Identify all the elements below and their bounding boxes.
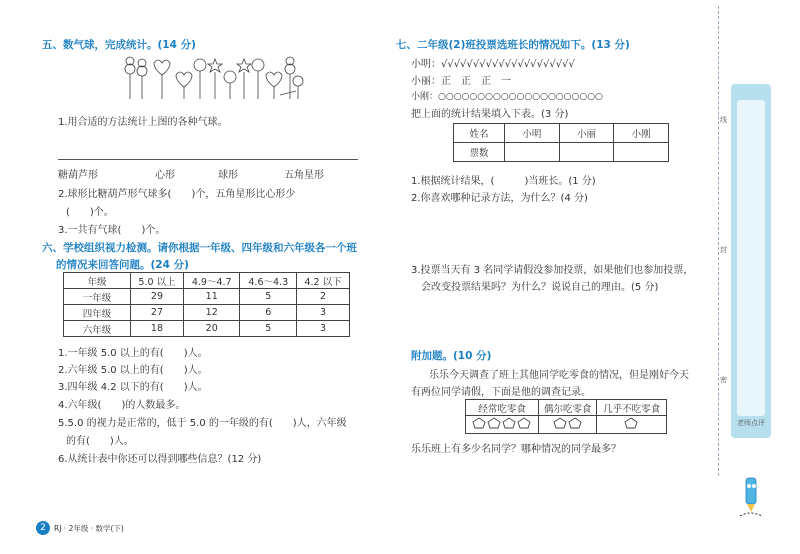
snack-table	[465, 399, 667, 434]
th: 小刚	[614, 124, 669, 143]
bonus-question: 乐乐班上有多少名同学？哪种情况的同学最多？	[411, 444, 621, 455]
cell: 6	[240, 305, 297, 321]
s6-q3: 3.四年级 4.2 以下的有( )人。	[58, 382, 208, 393]
th: 4.2 以下	[297, 273, 350, 289]
th: 4.9～4.7	[183, 273, 240, 289]
cell: 27	[131, 305, 184, 321]
s7-q1: 1.根据统计结果，( )当班长。(1 分)	[411, 176, 596, 187]
cell: 18	[131, 321, 184, 337]
cell: 一年级	[64, 289, 131, 305]
s6-q4: 4.六年级( )的人数最多。	[58, 400, 186, 411]
th: 经常吃零食	[466, 400, 539, 416]
section6-title-cont: 的情况来回答问题。(24 分)	[56, 259, 189, 271]
s7-q3-cont: 会改变投票结果吗？为什么？说说自己的理由。(5 分)	[421, 282, 659, 293]
cell: 5	[240, 321, 297, 337]
pentagon-icons	[466, 416, 539, 434]
s6-q1: 1.一年级 5.0 以上的有( )人。	[58, 348, 208, 359]
s5-q2-cont: ( )个。	[66, 207, 114, 218]
tally-xiaogang: 小刚：○○○○○○○○○○○○○○○○○○○○○	[411, 92, 603, 102]
row-label: 票数	[454, 143, 505, 162]
th: 几乎不吃零食	[597, 400, 667, 416]
th: 年级	[64, 273, 131, 289]
binding-mark: 封	[720, 246, 727, 254]
category-label: 糖葫芦形	[58, 170, 98, 181]
bonus-text: 乐乐今天调查了班上其他同学吃零食的情况，但是刚好今天	[429, 370, 689, 381]
comment-area[interactable]	[737, 100, 765, 416]
th: 5.0 以上	[131, 273, 184, 289]
teacher-comment-panel	[731, 84, 771, 438]
th: 小明	[505, 124, 560, 143]
cell: 3	[297, 305, 350, 321]
binding-mark: 线	[720, 116, 727, 124]
s6-q6: 6.从统计表中你还可以得到哪些信息？(12 分)	[58, 454, 262, 465]
s5-q1: 1.用合适的方法统计上图的各种气球。	[58, 117, 228, 128]
s7-q3: 3.投票当天有 3 名同学请假没参加投票，如果他们也参加投票，	[411, 265, 694, 276]
page-number-badge: 2	[36, 521, 50, 535]
category-label: 心形	[155, 170, 175, 181]
section5-title: 五、数气球，完成统计。(14 分)	[42, 39, 196, 51]
tally-xiaoli: 小丽：正 正 正 一	[411, 76, 511, 87]
s5-q2: 2.球形比糖葫芦形气球多( )个，五角星形比心形少	[58, 189, 296, 200]
category-label: 球形	[218, 170, 238, 181]
answer-cell[interactable]	[559, 143, 614, 162]
section7-title: 七、二年级(2)班投票选班长的情况如下。(13 分)	[396, 39, 630, 51]
vision-table	[63, 272, 350, 337]
s6-q5-cont: 的有( )人。	[66, 436, 134, 447]
s7-q2: 2.你喜欢哪种记录方法，为什么？(4 分)	[411, 193, 588, 204]
bonus-title: 附加题。(10 分)	[411, 350, 492, 362]
s6-q5: 5.5.0 的视力是正常的，低于 5.0 的一年级的有( )人，六年级	[58, 418, 347, 429]
cell: 六年级	[64, 321, 131, 337]
th: 小丽	[559, 124, 614, 143]
section6-title: 六、学校组织视力检测。请你根据一年级、四年级和六年级各一个班	[42, 242, 357, 254]
s5-q3: 3.一共有气球( )个。	[58, 225, 166, 236]
binding-mark: 密	[720, 376, 727, 384]
mascot-icon	[736, 476, 766, 524]
balloons-illustration	[120, 55, 305, 105]
bonus-text-cont: 有两位同学请假，下面是他的调查记录。	[411, 387, 591, 398]
binding-line	[718, 6, 719, 476]
answer-cell[interactable]	[614, 143, 669, 162]
cell: 3	[297, 321, 350, 337]
th: 姓名	[454, 124, 505, 143]
cell: 2	[297, 289, 350, 305]
cell: 11	[183, 289, 240, 305]
th: 偶尔吃零食	[539, 400, 597, 416]
cell: 5	[240, 289, 297, 305]
cell: 四年级	[64, 305, 131, 321]
teacher-comment-label: 老师点评	[737, 419, 765, 427]
cell: 20	[183, 321, 240, 337]
cell: 29	[131, 289, 184, 305]
fill-prompt: 把上面的统计结果填入下表。(3 分)	[411, 109, 569, 120]
pentagon-icons	[597, 416, 667, 434]
category-label: 五角星形	[284, 170, 324, 181]
footer-text: RJ · 2年级 · 数学(下)	[54, 524, 124, 533]
pentagon-icons	[539, 416, 597, 434]
cell: 12	[183, 305, 240, 321]
th: 4.6～4.3	[240, 273, 297, 289]
answer-cell[interactable]	[505, 143, 560, 162]
category-axis	[58, 159, 358, 160]
vote-table	[453, 123, 669, 162]
s6-q2: 2.六年级 5.0 以上的有( )人。	[58, 365, 208, 376]
tally-xiaoming: 小明：√√√√√√√√√√√√√√√√√√√√√	[411, 59, 575, 70]
